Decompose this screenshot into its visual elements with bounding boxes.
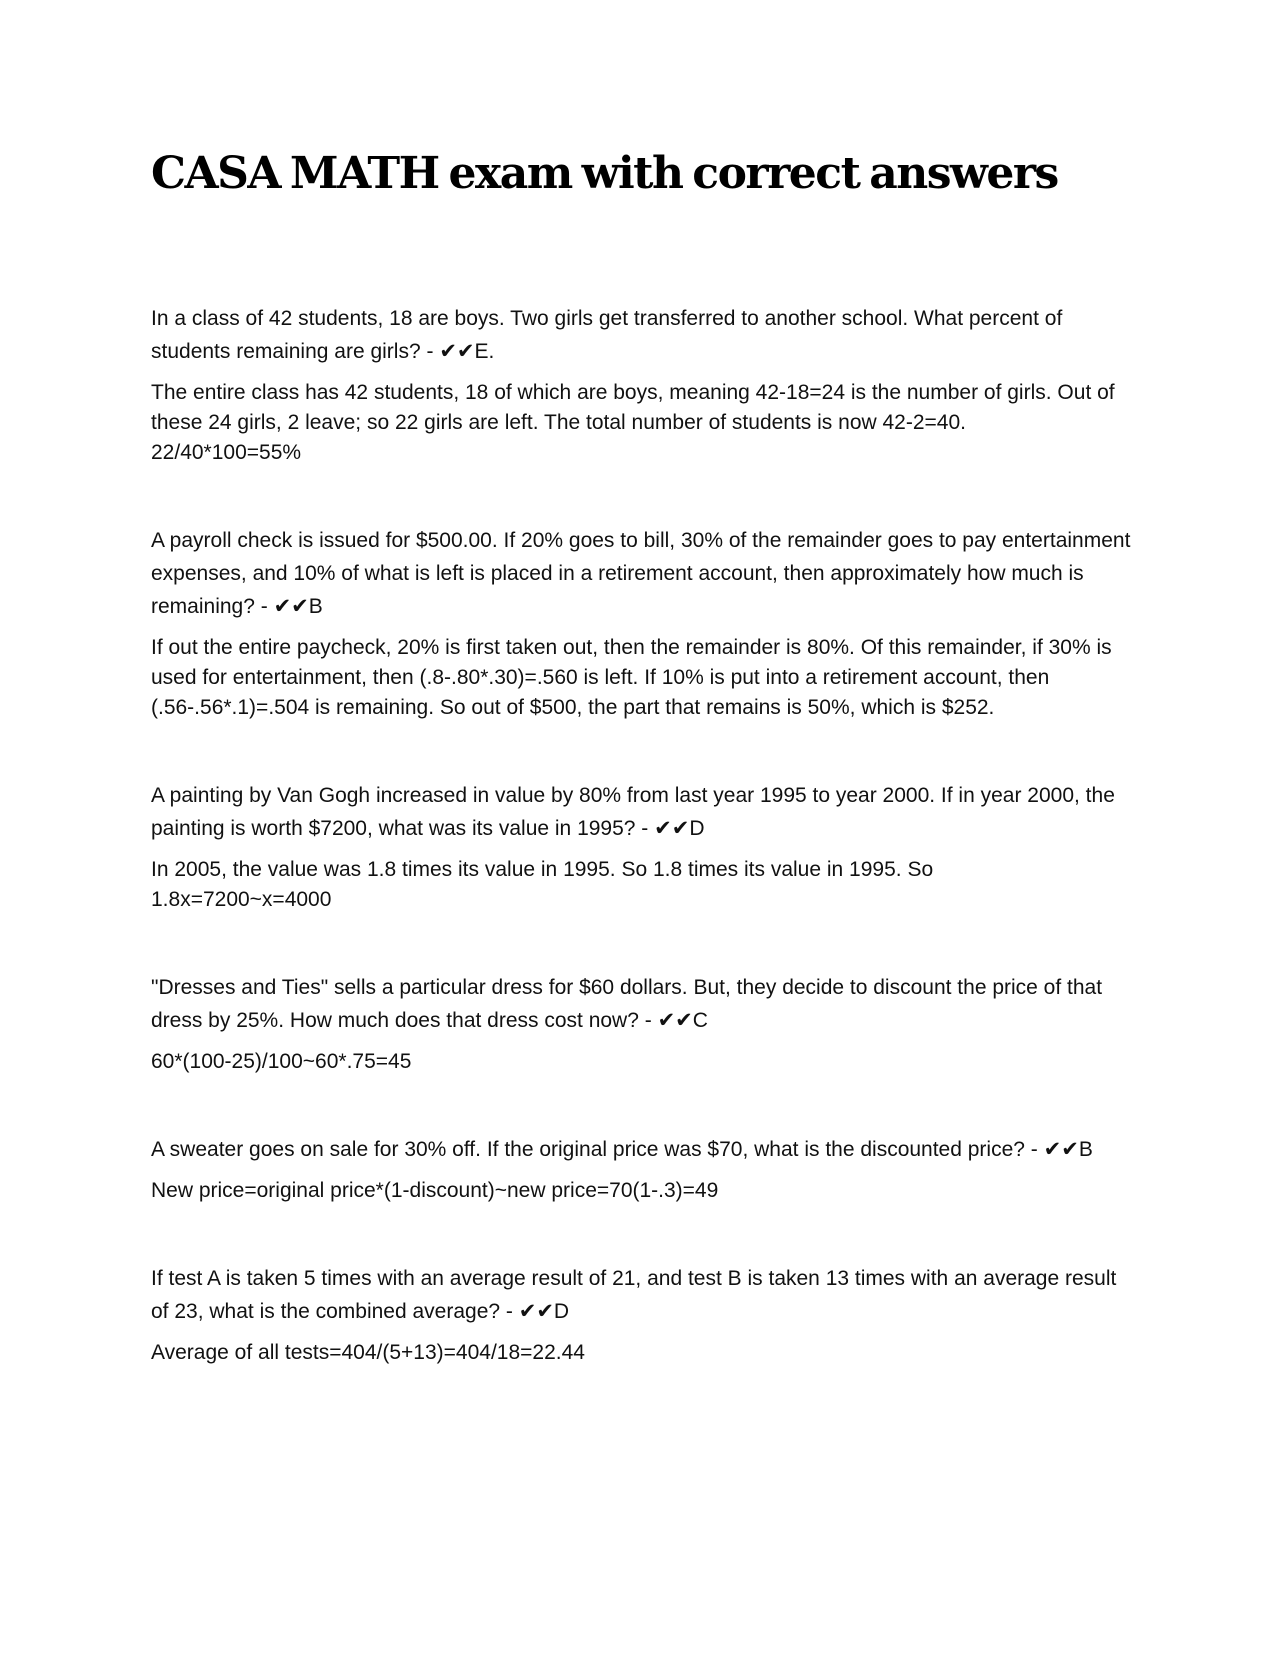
document-title: CASA MATH exam with correct answers (151, 148, 1058, 199)
question-prompt: "Dresses and Ties" sells a particular dress for $60 dollars. But, they decide to discount the price of that dress by 25%. How much does that dress cost now? - (151, 976, 1103, 1032)
answer-mark: ✔✔B (273, 595, 323, 618)
explanation-text: In 2005, the value was 1.8 times its value in 1995. So 1.8 times its value in 1995. So 1.8x=7200~x=4000 (151, 858, 934, 911)
question-prompt: A payroll check is issued for $500.00. If 20% goes to bill, 30% of the remainder goes to pay entertainment expenses, and 10% of what is left is placed in a retirement account, then approximately how much is remaining? - (151, 529, 1131, 618)
answer-mark: ✔✔E. (439, 340, 495, 363)
question-prompt: In a class of 42 students, 18 are boys. Two girls get transferred to another school. What percent of students remaining are girls? - (151, 307, 1063, 363)
explanation-text: New price=original price*(1-discount)~new price=70(1-.3)=49 (151, 1179, 719, 1202)
question-text (151, 1262, 1131, 1328)
question-prompt: A painting by Van Gogh increased in value by 80% from last year 1995 to year 2000. If in year 2000, the painting is worth $7200, what was its value in 1995? - (151, 784, 1115, 840)
answer-mark: ✔✔B (1043, 1138, 1093, 1161)
question-text (151, 779, 1131, 845)
question-item-1 (151, 302, 1131, 468)
answer-mark: ✔✔C (657, 1009, 708, 1032)
document-page (151, 0, 1131, 1656)
question-item-2 (151, 524, 1131, 723)
question-text (151, 524, 1131, 623)
answer-mark: ✔✔D (518, 1300, 570, 1323)
explanation-text: The entire class has 42 students, 18 of which are boys, meaning 42-18=24 is the number of girls. Out of these 24 girls, 2 leave; so 22 girls are left. The total number of students is now 42-2=40. 22/40*100=55% (151, 381, 1115, 464)
question-prompt: If test A is taken 5 times with an average result of 21, and test B is taken 13 times with an average result of 23, what is the combined average? - (151, 1267, 1117, 1323)
explanation-text: If out the entire paycheck, 20% is first taken out, then the remainder is 80%. Of this remainder, if 30% is used for entertainment, then (.8-.80*.30)=.560 is left. If 10% is put into a retirement account, then (.56-.56*.1)=.504 is remaining. So out of $500, the part that remains is 50%, which is $252. (151, 636, 1112, 719)
question-text (151, 302, 1131, 368)
answer-mark: ✔✔D (654, 817, 705, 840)
question-item-5 (151, 1133, 1131, 1206)
explanation-text: 60*(100-25)/100~60*.75=45 (151, 1050, 412, 1073)
question-text (151, 1133, 1131, 1166)
question-item-4 (151, 971, 1131, 1077)
question-prompt: A sweater goes on sale for 30% off. If the original price was $70, what is the discounted price? - (151, 1138, 1038, 1161)
question-list (151, 302, 1131, 1424)
question-item-3 (151, 779, 1131, 915)
explanation-text: Average of all tests=404/(5+13)=404/18=22.44 (151, 1341, 585, 1364)
question-item-6 (151, 1262, 1131, 1368)
question-text (151, 971, 1131, 1037)
